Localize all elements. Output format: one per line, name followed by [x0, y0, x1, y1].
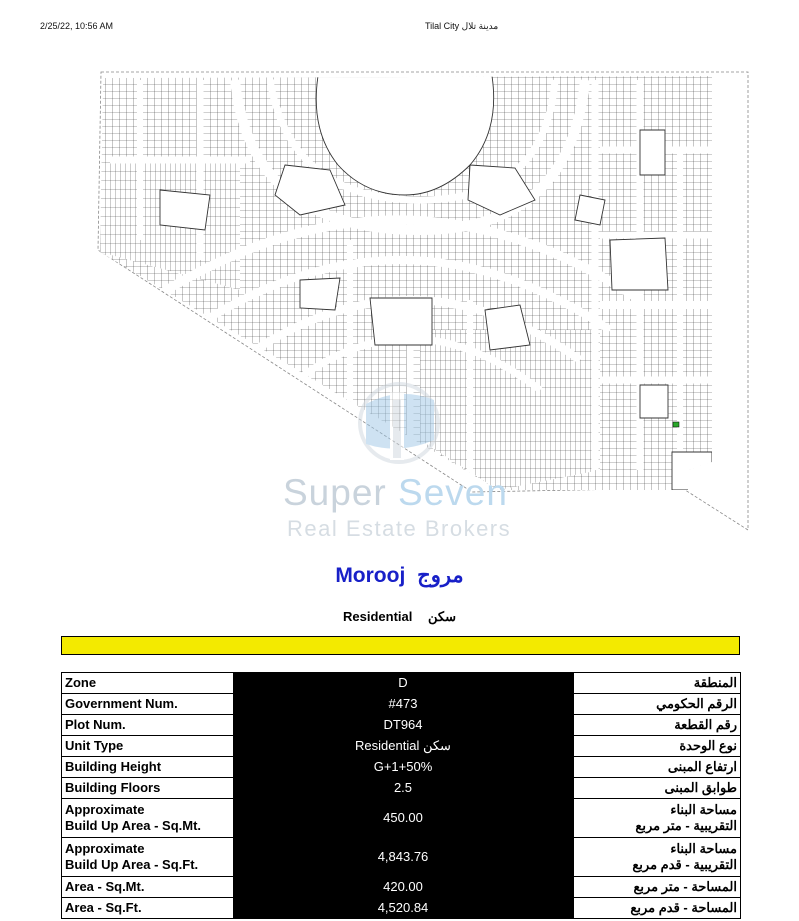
spec-label-en-line2: Build Up Area - Sq.Ft. — [65, 857, 199, 872]
spec-value: D — [233, 673, 573, 694]
spec-label-ar: طوابق المبنى — [573, 778, 741, 799]
spec-value: 2.5 — [233, 778, 573, 799]
watermark-brand — [283, 472, 508, 514]
print-timestamp: 2/25/22, 10:56 AM — [40, 21, 114, 31]
spec-row-area-sqm — [62, 877, 741, 898]
spec-label-ar: المساحة - متر مربع — [573, 877, 741, 898]
spec-row-area-sqft — [62, 898, 741, 919]
spec-label-ar: المساحة - قدم مربع — [573, 898, 741, 919]
spec-label-en: Zone — [62, 673, 234, 694]
spec-value: Residential سكن — [233, 736, 573, 757]
spec-row-building-floors — [62, 778, 741, 799]
spec-value: 4,843.76 — [233, 838, 573, 877]
spec-label-en: Unit Type — [62, 736, 234, 757]
highlight-bar — [61, 636, 740, 655]
spec-label-ar: ارتفاع المبنى — [573, 757, 741, 778]
spec-label-en-line1: Approximate — [65, 841, 145, 856]
plot-specs-table — [61, 672, 741, 919]
spec-label-ar: نوع الوحدة — [573, 736, 741, 757]
spec-value: 420.00 — [233, 877, 573, 898]
spec-label-en — [62, 799, 234, 838]
spec-label-ar: المنطقة — [573, 673, 741, 694]
spec-label-en: Building Floors — [62, 778, 234, 799]
spec-label-en — [62, 838, 234, 877]
watermark-seven: Seven — [398, 472, 508, 513]
spec-label-en: Area - Sq.Mt. — [62, 877, 234, 898]
spec-value: G+1+50% — [233, 757, 573, 778]
spec-label-ar: رقم القطعة — [573, 715, 741, 736]
spec-label-en-line1: Approximate — [65, 802, 145, 817]
spec-label-ar: الرقم الحكومي — [573, 694, 741, 715]
watermark-super: Super — [283, 472, 387, 513]
spec-value: #473 — [233, 694, 573, 715]
spec-label-ar-line2: التقريبية - قدم مربع — [632, 857, 737, 872]
spec-value: DT964 — [233, 715, 573, 736]
spec-label-ar — [573, 838, 741, 877]
spec-label-en-line2: Build Up Area - Sq.Mt. — [65, 818, 202, 833]
spec-row-build-up-sqft — [62, 838, 741, 877]
spec-label-ar-line2: التقريبية - متر مربع — [635, 818, 737, 833]
project-type-ar: سكن — [428, 609, 456, 624]
spec-label-en: Government Num. — [62, 694, 234, 715]
project-name-ar: مروج — [417, 564, 464, 587]
project-title — [0, 563, 799, 588]
watermark-logo-icon — [360, 384, 438, 462]
print-location: Tilal City مدينة تلال — [425, 21, 499, 31]
spec-row-unit-type — [62, 736, 741, 757]
project-type-en: Residential — [343, 609, 413, 624]
spec-row-government-num — [62, 694, 741, 715]
project-name-en: Morooj — [335, 564, 406, 587]
highlighted-plot — [673, 422, 679, 427]
spec-value: 450.00 — [233, 799, 573, 838]
project-subtitle — [0, 609, 799, 625]
spec-label-en: Plot Num. — [62, 715, 234, 736]
spec-row-plot-num — [62, 715, 741, 736]
master-plan-map — [0, 60, 799, 540]
spec-label-ar-line1: مساحة البناء — [670, 841, 737, 856]
spec-label-en: Building Height — [62, 757, 234, 778]
spec-row-zone — [62, 673, 741, 694]
spec-row-building-height — [62, 757, 741, 778]
spec-label-en: Area - Sq.Ft. — [62, 898, 234, 919]
spec-row-build-up-sqm — [62, 799, 741, 838]
watermark-subtitle: Real Estate Brokers — [287, 516, 512, 541]
spec-label-ar — [573, 799, 741, 838]
spec-label-ar-line1: مساحة البناء — [670, 802, 737, 817]
spec-value: 4,520.84 — [233, 898, 573, 919]
